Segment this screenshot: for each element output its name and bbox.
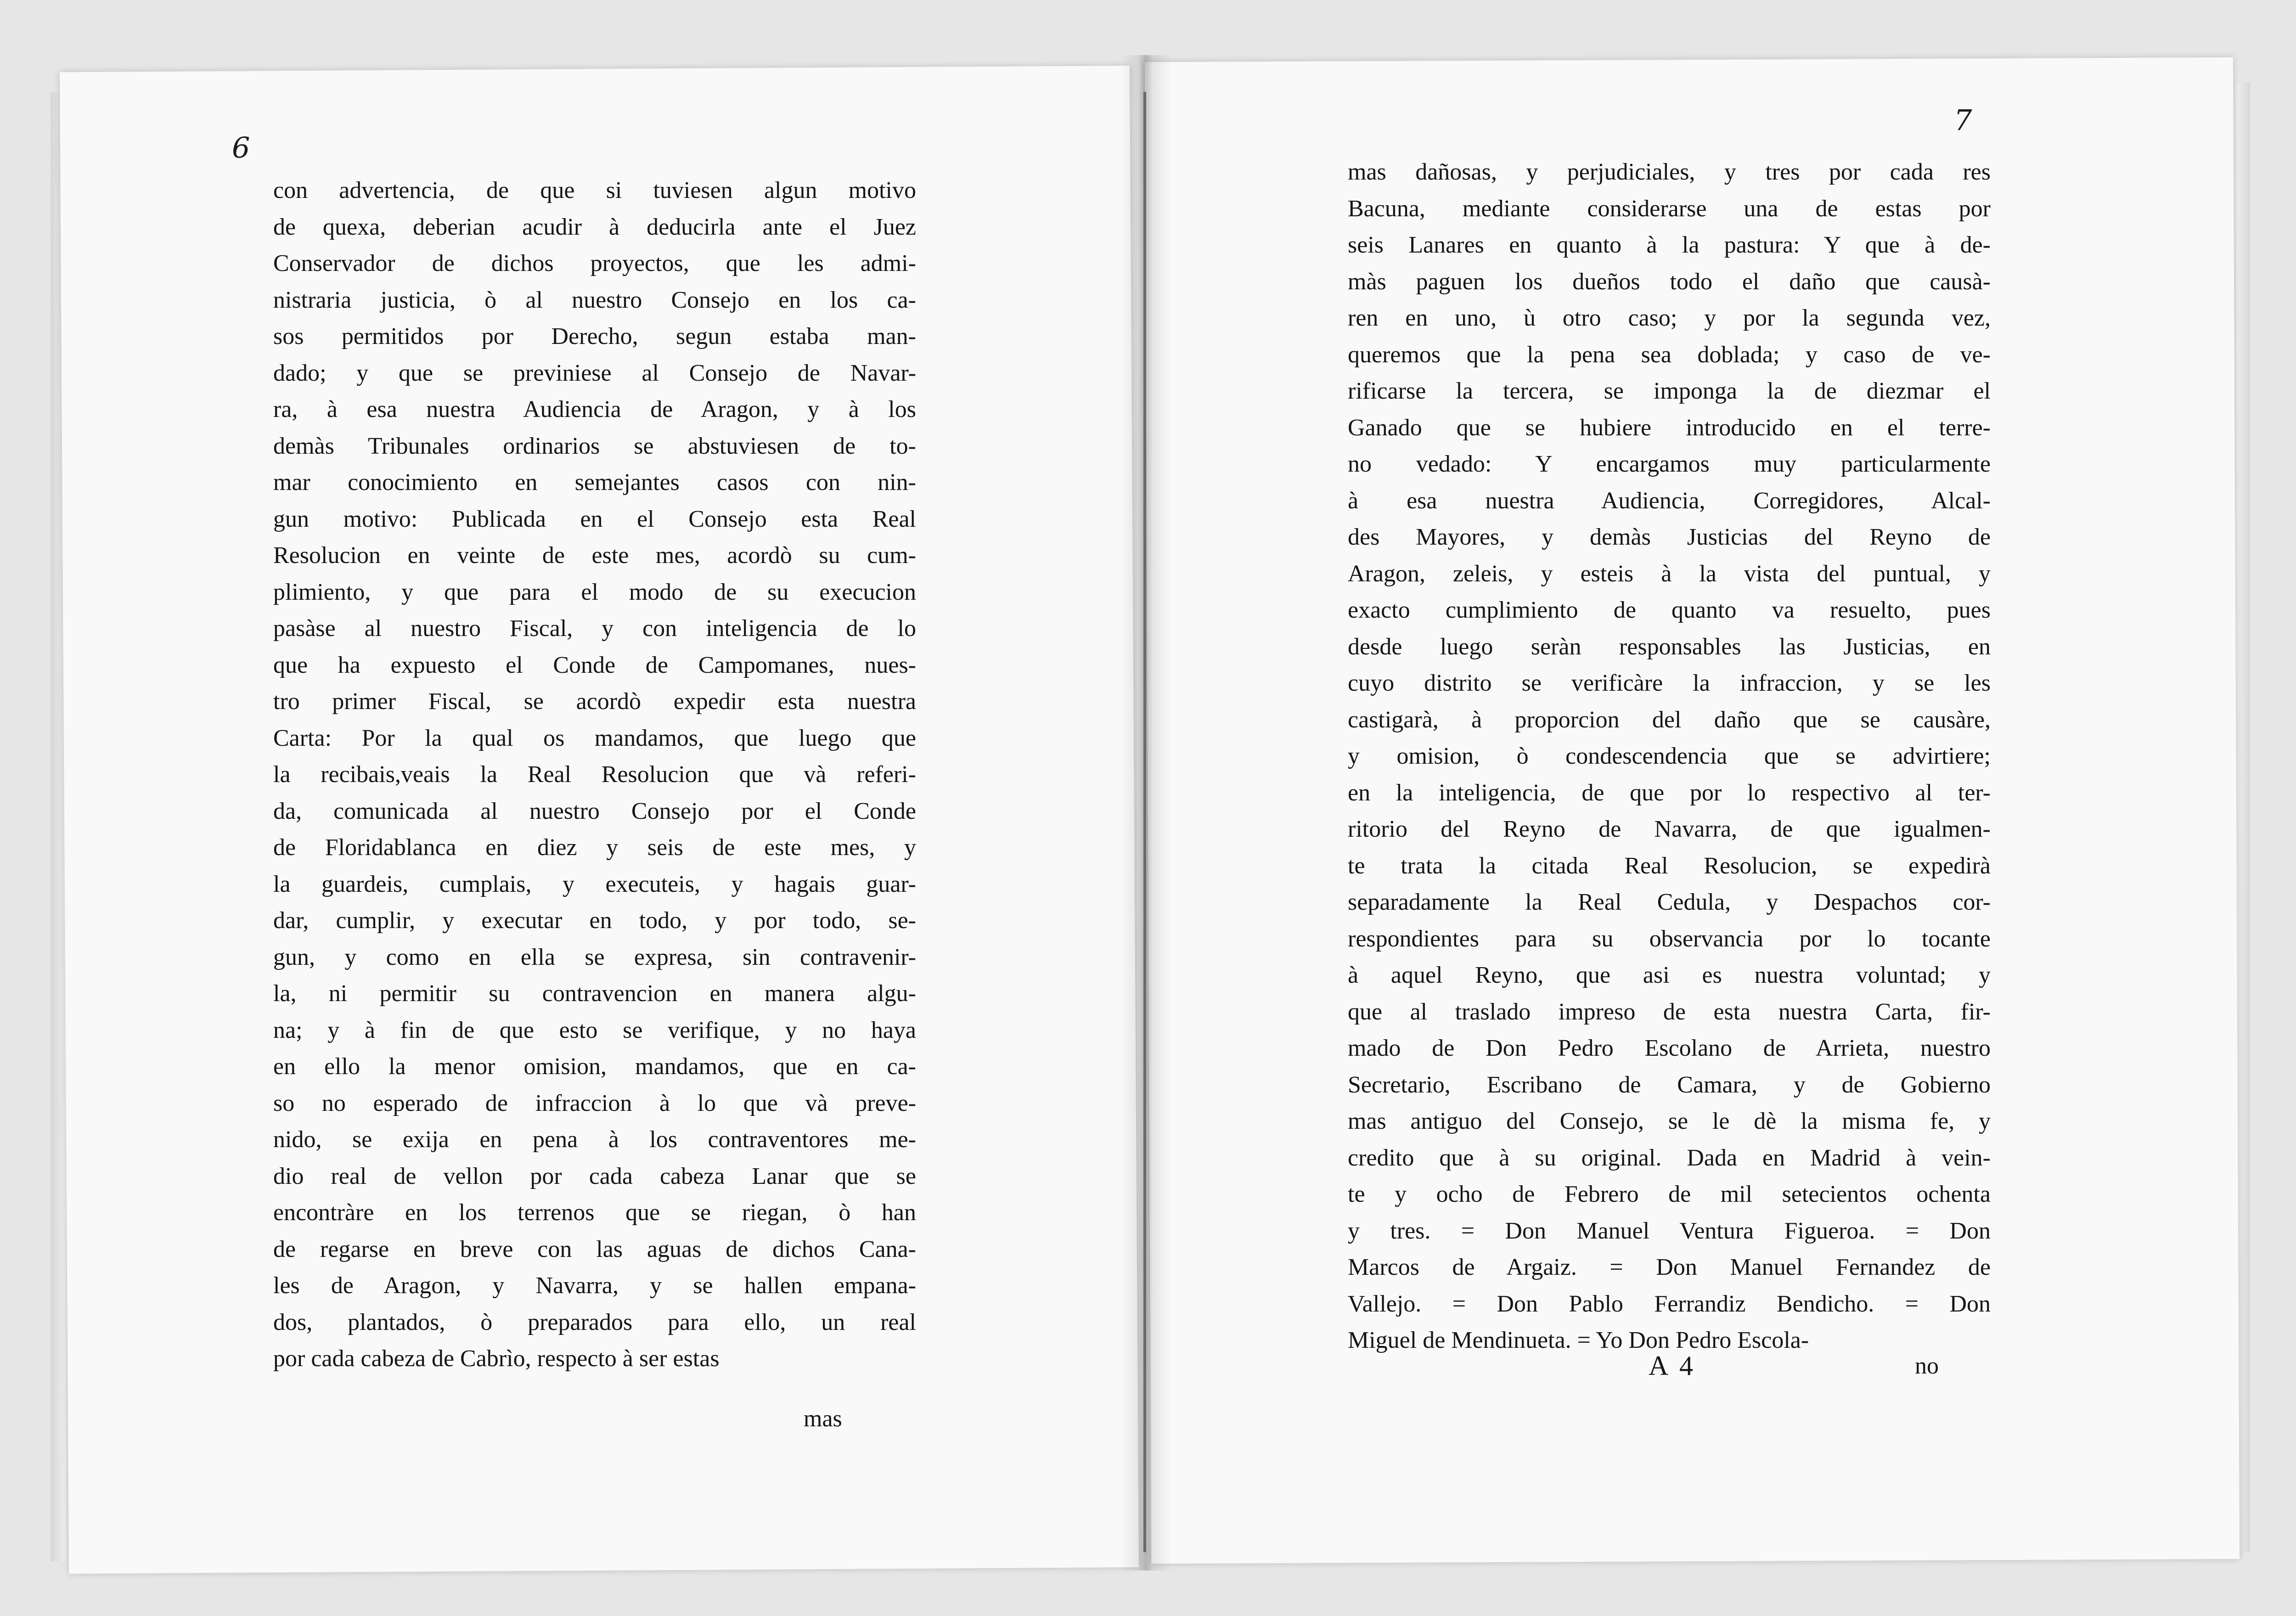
text-line: mas antiguo del Consejo, se le dè la misma fe, y xyxy=(1348,1108,1991,1134)
right-catchword: no xyxy=(1915,1353,1939,1379)
text-line: mado de Don Pedro Escolano de Arrieta, nuestro xyxy=(1348,1035,1991,1061)
text-line: de quexa, deberian acudir à deducirla ante el Juez xyxy=(273,214,916,240)
text-line: castigarà, à proporcion del daño que se causàre, xyxy=(1348,706,1991,733)
text-line: ren en uno, ù otro caso; y por la segunda vez, xyxy=(1348,305,1991,331)
text-line: rificarse la tercera, se imponga la de diezmar el xyxy=(1348,378,1991,404)
text-line: pasàse al nuestro Fiscal, y con inteligencia de lo xyxy=(273,615,916,642)
text-line: so no esperado de infraccion à lo que và preve- xyxy=(273,1090,916,1116)
text-line: que al traslado impreso de esta nuestra Carta, fir- xyxy=(1348,998,1991,1025)
text-line: por cada cabeza de Cabrìo, respecto à ser estas xyxy=(273,1346,720,1372)
text-line: seis Lanares en quanto à la pastura: Y que à de- xyxy=(1348,232,1991,258)
text-line: con advertencia, de que si tuviesen algun motivo xyxy=(273,177,916,203)
text-line: nido, se exija en pena à los contraventores me- xyxy=(273,1126,916,1153)
text-line: màs paguen los dueños todo el daño que causà- xyxy=(1348,268,1991,295)
text-line: te trata la citada Real Resolucion, se expedirà xyxy=(1348,852,1991,879)
text-line: y omision, ò condescendencia que se advirtiere; xyxy=(1348,743,1991,769)
text-line: queremos que la pena sea doblada; y caso de ve- xyxy=(1348,341,1991,368)
text-line: cuyo distrito se verificàre la infraccion, y se les xyxy=(1348,670,1991,696)
text-line: Aragon, zeleis, y esteis à la vista del puntual, y xyxy=(1348,560,1991,587)
text-line: à esa nuestra Audiencia, Corregidores, Alcal- xyxy=(1348,487,1991,514)
text-line: na; y à fin de que esto se verifique, y no haya xyxy=(273,1017,916,1043)
text-line: demàs Tribunales ordinarios se abstuviesen de to- xyxy=(273,433,916,459)
text-line: Marcos de Argaiz. = Don Manuel Fernandez de xyxy=(1348,1254,1991,1280)
text-line: Ganado que se hubiere introducido en el terre- xyxy=(1348,414,1991,441)
book-spine xyxy=(1143,92,1146,1552)
text-line: tro primer Fiscal, se acordò expedir esta nuestra xyxy=(273,688,916,715)
text-line: à aquel Reyno, que asi es nuestra voluntad; y xyxy=(1348,962,1991,988)
text-line: mas dañosas, y perjudiciales, y tres por cada res xyxy=(1348,159,1991,185)
text-line: desde luego seràn responsables las Justicias, en xyxy=(1348,633,1991,660)
text-line: da, comunicada al nuestro Consejo por el Conde xyxy=(273,798,916,824)
text-line: dio real de vellon por cada cabeza Lanar que se xyxy=(273,1163,916,1189)
text-line: encontràre en los terrenos que se riegan, ò han xyxy=(273,1199,916,1226)
text-line: Secretario, Escribano de Camara, y de Gobierno xyxy=(1348,1071,1991,1098)
text-line: Vallejo. = Don Pablo Ferrandiz Bendicho. = Don xyxy=(1348,1290,1991,1317)
text-line: dos, plantados, ò preparados para ello, un real xyxy=(273,1309,916,1335)
text-line: exacto cumplimiento de quanto va resuelto, pues xyxy=(1348,597,1991,623)
text-line: la recibais,veais la Real Resolucion que và referi- xyxy=(273,761,916,788)
text-line: no vedado: Y encargamos muy particularmente xyxy=(1348,451,1991,477)
text-line: ritorio del Reyno de Navarra, de que igualmen- xyxy=(1348,816,1991,842)
text-line: separadamente la Real Cedula, y Despachos cor- xyxy=(1348,889,1991,915)
text-line: plimiento, y que para el modo de su execucion xyxy=(273,579,916,605)
text-line: Bacuna, mediante considerarse una de estas por xyxy=(1348,195,1991,222)
text-line: les de Aragon, y Navarra, y se hallen empana- xyxy=(273,1273,916,1299)
signature-mark: A 4 xyxy=(1649,1351,1696,1381)
left-page-text xyxy=(273,172,916,1377)
text-line: en la inteligencia, de que por lo respectivo al ter- xyxy=(1348,779,1991,806)
text-line: Conservador de dichos proyectos, que les admi- xyxy=(273,250,916,276)
text-line: respondientes para su observancia por lo tocante xyxy=(1348,925,1991,952)
left-page-number: 6 xyxy=(232,131,250,164)
text-line: mar conocimiento en semejantes casos con nin- xyxy=(273,469,916,495)
text-line: y tres. = Don Manuel Ventura Figueroa. = Don xyxy=(1348,1217,1991,1244)
text-line: dado; y que se previniese al Consejo de Navar- xyxy=(273,360,916,386)
text-line: Carta: Por la qual os mandamos, que luego que xyxy=(273,725,916,751)
text-line: de Floridablanca en diez y seis de este mes, y xyxy=(273,834,916,861)
text-line: en ello la menor omision, mandamos, que en ca- xyxy=(273,1053,916,1080)
text-line: des Mayores, y demàs Justicias del Reyno de xyxy=(1348,524,1991,550)
text-line: la, ni permitir su contravencion en manera algu- xyxy=(273,980,916,1007)
text-line: dar, cumplir, y executar en todo, y por todo, se- xyxy=(273,907,916,934)
text-line: que ha expuesto el Conde de Campomanes, nues- xyxy=(273,652,916,678)
text-line: la guardeis, cumplais, y executeis, y hagais guar- xyxy=(273,871,916,897)
text-line: gun, y como en ella se expresa, sin contravenir- xyxy=(273,944,916,970)
text-line: Miguel de Mendinueta. = Yo Don Pedro Escola- xyxy=(1348,1327,1809,1353)
text-line: de regarse en breve con las aguas de dichos Cana- xyxy=(273,1236,916,1262)
right-page-number: 7 xyxy=(1954,103,1972,137)
text-line: sos permitidos por Derecho, segun estaba man- xyxy=(273,323,916,349)
text-line: gun motivo: Publicada en el Consejo esta Real xyxy=(273,506,916,532)
left-catchword: mas xyxy=(804,1406,842,1432)
text-line: ra, à esa nuestra Audiencia de Aragon, y à los xyxy=(273,396,916,422)
text-line: nistraria justicia, ò al nuestro Consejo en los ca- xyxy=(273,287,916,313)
right-page-text xyxy=(1348,154,1991,1359)
text-line: te y ocho de Febrero de mil setecientos ochenta xyxy=(1348,1181,1991,1207)
text-line: Resolucion en veinte de este mes, acordò su cum- xyxy=(273,542,916,569)
text-line: credito que à su original. Dada en Madrid à vein- xyxy=(1348,1144,1991,1171)
